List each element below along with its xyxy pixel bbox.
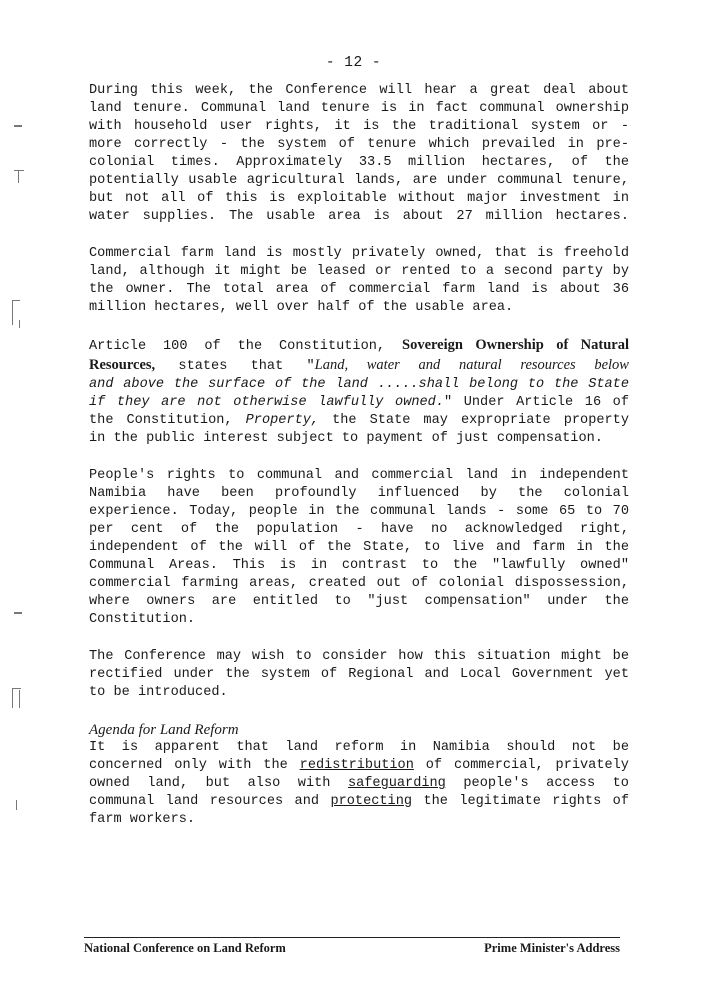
underlined-term: protecting bbox=[330, 794, 413, 809]
page-number: - 12 - bbox=[325, 55, 382, 71]
underlined-term: redistribution bbox=[299, 758, 414, 773]
section-agenda bbox=[89, 721, 629, 829]
quotation: and above the surface of the land .....shall belong to the State bbox=[89, 377, 629, 392]
text-line: to be introduced. bbox=[89, 685, 228, 700]
scan-mark bbox=[12, 688, 13, 708]
article-title: Sovereign Ownership of Natural bbox=[402, 337, 629, 353]
text-line: The Conference may wish to consider how this situation might be bbox=[89, 649, 629, 664]
scan-mark bbox=[19, 690, 20, 708]
text-line bbox=[89, 757, 629, 775]
scan-mark bbox=[19, 320, 20, 328]
text-line: Constitution. bbox=[89, 612, 196, 627]
scan-margin-marks bbox=[0, 0, 40, 1000]
quotation: Land, water and natural resources below bbox=[314, 357, 629, 373]
scan-mark bbox=[12, 688, 21, 689]
text-segment: of commercial, privately bbox=[425, 758, 629, 773]
text-segment: states that " bbox=[178, 359, 315, 374]
text-segment: the Constitution, bbox=[89, 413, 233, 428]
text-line: People's rights to communal and commercial land in independent bbox=[89, 468, 629, 483]
text-line: independent of the will of the State, to live and farm in the bbox=[89, 540, 629, 555]
paragraph-peoples-rights bbox=[89, 467, 629, 629]
text-segment: owned land, but also with bbox=[89, 776, 331, 791]
text-segment: the legitimate rights of bbox=[423, 794, 629, 809]
text-line: the owner. The total area of commercial farm land is about 36 bbox=[89, 282, 629, 297]
text-line bbox=[89, 793, 629, 811]
text-line: Namibia have been profoundly influenced by the colonial bbox=[89, 486, 629, 501]
text-line: It is apparent that land reform in Namibia should not be bbox=[89, 740, 629, 755]
text-line: Commercial farm land is mostly privately owned, that is freehold bbox=[89, 246, 629, 261]
text-line bbox=[89, 376, 629, 394]
paragraph-land-tenure bbox=[89, 82, 629, 226]
text-segment: Article 100 of the Constitution, bbox=[89, 339, 386, 354]
text-line: water supplies. The usable area is about 27 million hectares. bbox=[89, 209, 629, 224]
scan-mark bbox=[12, 300, 13, 325]
scan-mark bbox=[18, 171, 19, 183]
text-line: land, although it might be leased or rented to a second party by bbox=[89, 264, 629, 279]
text-segment: communal land resources and bbox=[89, 794, 320, 809]
text-line bbox=[89, 336, 629, 356]
footer-left: National Conference on Land Reform bbox=[84, 941, 286, 955]
text-line bbox=[89, 394, 629, 412]
scan-mark bbox=[14, 125, 22, 127]
text-line: with household user rights, it is the traditional system or - bbox=[89, 119, 629, 134]
paragraph-conference bbox=[89, 648, 629, 702]
text-line: where owners are entitled to "just compensation" under the bbox=[89, 594, 629, 609]
text-line: colonial times. Approximately 33.5 million hectares, of the bbox=[89, 155, 629, 170]
text-line: potentially usable agricultural lands, are under communal tenure, bbox=[89, 173, 629, 188]
article-title: Property, bbox=[245, 413, 320, 428]
text-line: rectified under the system of Regional and Local Government yet bbox=[89, 667, 629, 682]
text-line bbox=[89, 356, 629, 376]
text-line: per cent of the population - have no acknowledged right, bbox=[89, 522, 629, 537]
section-heading: Agenda for Land Reform bbox=[89, 722, 239, 738]
page-footer bbox=[84, 937, 620, 956]
paragraph-constitution bbox=[89, 336, 629, 448]
text-line: million hectares, well over half of the usable area. bbox=[89, 300, 514, 315]
text-segment: concerned only with the bbox=[89, 758, 288, 773]
text-segment: " Under Article 16 of bbox=[444, 395, 629, 410]
scan-mark bbox=[14, 170, 24, 171]
quotation: if they are not otherwise lawfully owned. bbox=[89, 395, 444, 410]
scan-mark bbox=[14, 612, 22, 614]
body-text bbox=[89, 82, 629, 848]
text-line: experience. Today, people in the communal lands - some 65 to 70 bbox=[89, 504, 629, 519]
underlined-term: safeguarding bbox=[347, 776, 446, 791]
text-line: land tenure. Communal land tenure is in fact communal ownership bbox=[89, 101, 629, 116]
footer-right: Prime Minister's Address bbox=[484, 941, 620, 955]
text-segment: people's access to bbox=[463, 776, 629, 791]
scan-mark bbox=[12, 300, 20, 301]
text-line bbox=[89, 412, 629, 430]
text-line: in the public interest subject to payment of just compensation. bbox=[89, 431, 603, 446]
scan-mark bbox=[16, 800, 17, 810]
text-line: During this week, the Conference will hear a great deal about bbox=[89, 83, 629, 98]
text-segment: the State may expropriate property bbox=[332, 413, 629, 428]
text-line: more correctly - the system of tenure which prevailed in pre- bbox=[89, 137, 629, 152]
text-line bbox=[89, 775, 629, 793]
text-line: farm workers. bbox=[89, 812, 196, 827]
text-line: but not all of this is exploitable without major investment in bbox=[89, 191, 629, 206]
paragraph-commercial-land bbox=[89, 245, 629, 317]
article-title: Resources, bbox=[89, 357, 156, 373]
text-line: Communal Areas. This is in contrast to the "lawfully owned" bbox=[89, 558, 629, 573]
text-line: commercial farming areas, created out of colonial dispossession, bbox=[89, 576, 629, 591]
